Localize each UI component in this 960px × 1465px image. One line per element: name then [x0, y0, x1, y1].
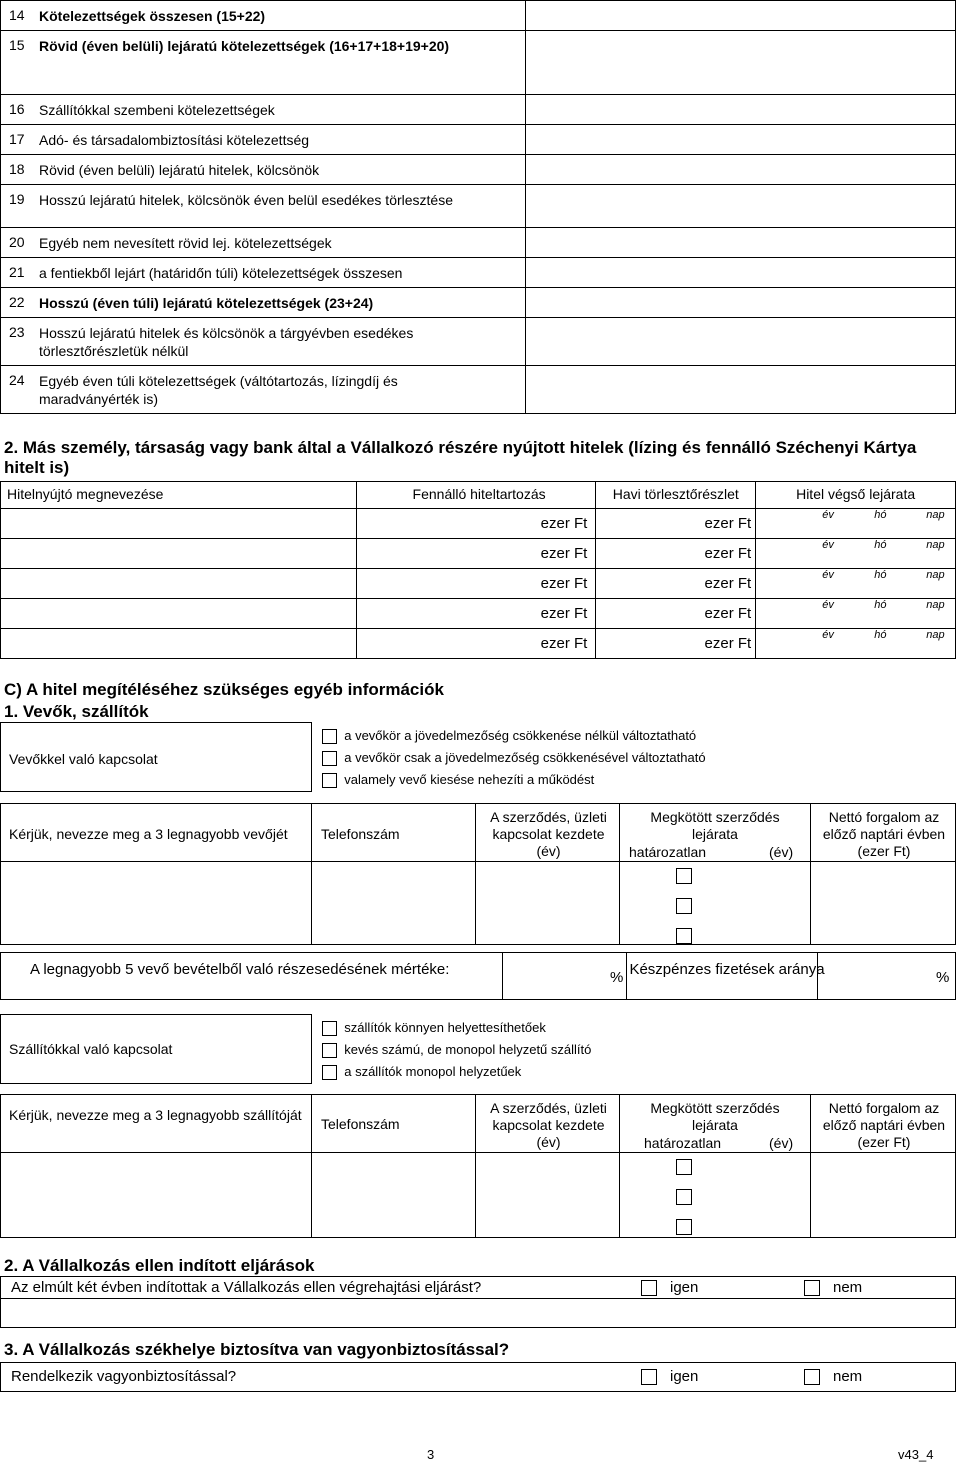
row-label: Rövid (éven belüli) lejáratú kötelezettségek (16+17+18+19+20)	[39, 38, 450, 54]
buyers-indefinite-label: határozatlan	[629, 844, 707, 860]
indefinite-checkbox[interactable]	[676, 928, 692, 944]
unit-label: ezer Ft	[704, 515, 752, 532]
insurance-question: Rendelkezik vagyonbiztosítással?	[11, 1368, 237, 1385]
row-number: 23	[9, 324, 25, 340]
row-label: Hosszú (éven túli) lejáratú kötelezettségek (23+24)	[39, 295, 374, 311]
installment-cell[interactable]	[596, 599, 756, 629]
unit-label: ezer Ft	[704, 545, 752, 562]
value-cell[interactable]	[525, 1, 955, 31]
suppliers-expiry-cell	[619, 1094, 811, 1153]
divider	[619, 1152, 620, 1238]
cash-label-cell	[626, 953, 825, 999]
table-row	[1, 31, 956, 95]
table-row	[1, 125, 956, 155]
year-label: év	[822, 539, 834, 551]
suppliers-top3-label: Kérjük, nevezze meg a 3 legnagyobb szállítóját	[9, 1107, 302, 1123]
outstanding-cell[interactable]	[356, 569, 596, 599]
indefinite-checkbox[interactable]	[676, 868, 692, 884]
loan-row	[1, 509, 956, 539]
section-c-sub1: 1. Vevők, szállítók	[4, 702, 149, 721]
month-label: hó	[874, 629, 887, 641]
outstanding-cell[interactable]	[356, 599, 596, 629]
loans-header-maturity: Hitel végső lejárata	[756, 482, 956, 509]
insurance-box	[0, 1362, 956, 1392]
cash-percent: %	[936, 969, 950, 986]
table-row	[1, 366, 956, 414]
table-row	[1, 155, 956, 185]
value-cell[interactable]	[525, 258, 955, 288]
month-label: hó	[874, 539, 887, 551]
day-label: nap	[926, 509, 945, 521]
maturity-cell[interactable]	[756, 569, 956, 599]
loans-header-outstanding: Fennálló hiteltartozás	[356, 482, 596, 509]
suppliers-options	[322, 1017, 591, 1083]
table-row	[1, 288, 956, 318]
row-number: 19	[9, 191, 25, 207]
divider	[475, 1152, 476, 1238]
indefinite-checkbox[interactable]	[676, 1159, 692, 1175]
row-number: 14	[9, 7, 25, 23]
lender-cell[interactable]	[1, 539, 357, 569]
installment-cell[interactable]	[596, 629, 756, 659]
value-cell[interactable]	[525, 366, 955, 414]
loans-header-lender: Hitelnyújtó megnevezése	[1, 482, 357, 509]
loan-row	[1, 599, 956, 629]
table-row	[1, 258, 956, 288]
row-number: 20	[9, 234, 25, 250]
row-number: 24	[9, 372, 25, 388]
divider	[810, 861, 811, 945]
insurance-title: 3. A Vállalkozás székhelye biztosítva van vagyonbiztosítással?	[4, 1340, 510, 1359]
day-label: nap	[926, 599, 945, 611]
day-label: nap	[926, 629, 945, 641]
loan-row	[1, 539, 956, 569]
row-label: Egyéb nem nevesített rövid lej. kötelezettségek	[39, 235, 332, 251]
row-number: 15	[9, 37, 25, 53]
unit-label: ezer Ft	[704, 635, 752, 652]
buyers-turnover-label: Nettó forgalom az előző naptári évben (ezer Ft)	[822, 809, 946, 859]
buyers-share-row	[0, 952, 956, 1000]
table-row	[1, 1, 956, 31]
table-row	[1, 318, 956, 366]
divider	[810, 1152, 811, 1238]
row-label-cell	[1, 31, 526, 95]
year-label: év	[822, 629, 834, 641]
suppliers-turnover-label: Nettó forgalom az előző naptári évben (ezer Ft)	[822, 1100, 946, 1150]
row-label: a fentiekből lejárt (határidőn túli) kötelezettségek összesen	[39, 265, 403, 281]
row-number: 22	[9, 294, 25, 310]
row-label: Szállítókkal szembeni kötelezettségek	[39, 102, 275, 118]
unit-label: ezer Ft	[540, 635, 588, 652]
divider	[1, 1298, 955, 1299]
row-label-cell	[1, 1, 526, 31]
proceedings-question: Az elmúlt két évben indítottak a Vállalkozás ellen végrehajtási eljárást?	[11, 1279, 482, 1296]
lender-cell[interactable]	[1, 569, 357, 599]
indefinite-checkbox[interactable]	[676, 1219, 692, 1235]
row-label-cell	[1, 258, 526, 288]
proceedings-no-label: nem	[833, 1279, 863, 1296]
buyers-relation-box	[0, 722, 312, 792]
buyers-option: a vevőkör a jövedelmezőség csökkenése nélkül változtatható	[322, 725, 706, 747]
checkbox[interactable]	[322, 751, 337, 766]
outstanding-cell[interactable]	[356, 539, 596, 569]
proceedings-yes-checkbox[interactable]	[641, 1280, 657, 1296]
indefinite-checkbox[interactable]	[676, 1189, 692, 1205]
divider	[311, 861, 312, 945]
loans-table	[0, 481, 956, 659]
row-number: 16	[9, 101, 25, 117]
year-label: év	[822, 599, 834, 611]
row-label-cell	[1, 318, 526, 366]
suppliers-expiry-label: Megkötött szerződés lejárata	[650, 1100, 780, 1133]
maturity-cell[interactable]	[756, 599, 956, 629]
row-label-cell	[1, 185, 526, 228]
buyers-options	[322, 725, 706, 791]
divider	[619, 861, 620, 945]
checkbox[interactable]	[322, 729, 337, 744]
month-label: hó	[874, 599, 887, 611]
buyers-option: valamely vevő kiesése nehezíti a működést	[322, 769, 706, 791]
row-label: Hosszú lejáratú hitelek, kölcsönök éven belül esedékes törlesztése	[39, 192, 454, 208]
suppliers-start-cell	[475, 1094, 620, 1153]
buyers-phone-cell	[311, 803, 476, 862]
installment-cell[interactable]	[596, 539, 756, 569]
value-cell[interactable]	[525, 288, 955, 318]
suppliers-year-label: (év)	[769, 1135, 794, 1151]
buyers-expiry-cell	[619, 803, 811, 862]
loan-row	[1, 629, 956, 659]
row-label-cell	[1, 366, 526, 414]
proceedings-yes-label: igen	[670, 1279, 699, 1296]
page-number: 3	[427, 1447, 435, 1462]
insurance-no-checkbox[interactable]	[804, 1369, 820, 1385]
insurance-yes-label: igen	[670, 1368, 699, 1385]
unit-label: ezer Ft	[704, 575, 752, 592]
suppliers-start-label: A szerződés, üzleti kapcsolat kezdete (év)	[490, 1100, 607, 1150]
row-number: 18	[9, 161, 25, 177]
buyers-top3-label: Kérjük, nevezze meg a 3 legnagyobb vevőjét	[9, 826, 288, 842]
insurance-no-label: nem	[833, 1368, 863, 1385]
row-label-cell	[1, 288, 526, 318]
divider	[311, 1152, 312, 1238]
cash-label: Készpénzes fizetések aránya	[629, 961, 825, 978]
proceedings-title: 2. A Vállalkozás ellen indított eljárások	[4, 1256, 315, 1275]
liabilities-table	[0, 0, 956, 414]
lender-cell[interactable]	[1, 599, 357, 629]
value-cell[interactable]	[525, 155, 955, 185]
suppliers-relation-label: Szállítókkal való kapcsolat	[9, 1041, 173, 1057]
suppliers-relation-box	[0, 1014, 312, 1084]
day-label: nap	[926, 569, 945, 581]
value-cell[interactable]	[525, 31, 955, 95]
suppliers-phone-label: Telefonszám	[321, 1116, 400, 1132]
buyers-start-cell	[475, 803, 620, 862]
table-row	[1, 185, 956, 228]
row-label: Kötelezettségek összesen (15+22)	[39, 8, 266, 24]
suppliers-option: a szállítók monopol helyzetűek	[322, 1061, 591, 1083]
maturity-cell[interactable]	[756, 539, 956, 569]
buyers-phone-label: Telefonszám	[321, 826, 400, 842]
value-cell[interactable]	[525, 185, 955, 228]
suppliers-phone-cell	[311, 1094, 476, 1153]
lender-cell[interactable]	[1, 509, 357, 539]
lender-cell[interactable]	[1, 629, 357, 659]
suppliers-option: szállítók könnyen helyettesíthetőek	[322, 1017, 591, 1039]
section-c-title: C) A hitel megítéléséhez szükséges egyéb információk	[4, 680, 444, 699]
unit-label: ezer Ft	[540, 515, 588, 532]
buyers-option: a vevőkör csak a jövedelmezőség csökkenésével változtatható	[322, 747, 706, 769]
buyers-expiry-label: Megkötött szerződés lejárata	[650, 809, 780, 842]
unit-label: ezer Ft	[540, 575, 588, 592]
row-label: Hosszú lejáratú hitelek és kölcsönök a tárgyévben esedékes törlesztőrészletük nélkül	[39, 325, 414, 359]
checkbox[interactable]	[322, 773, 337, 788]
value-cell[interactable]	[525, 125, 955, 155]
unit-label: ezer Ft	[704, 605, 752, 622]
installment-cell[interactable]	[596, 569, 756, 599]
row-number: 17	[9, 131, 25, 147]
row-label-cell	[1, 228, 526, 258]
loan-row	[1, 569, 956, 599]
divider	[475, 861, 476, 945]
insurance-yes-checkbox[interactable]	[641, 1369, 657, 1385]
suppliers-top3-label-cell	[0, 1094, 312, 1153]
value-cell[interactable]	[525, 95, 955, 125]
buyers-share-label: A legnagyobb 5 vevő bevételből való részesedésének mértéke:	[30, 961, 450, 978]
buyers-top3-label-cell	[0, 803, 312, 862]
suppliers-option: kevés számú, de monopol helyzetű szállító	[322, 1039, 591, 1061]
year-label: év	[822, 569, 834, 581]
year-label: év	[822, 509, 834, 521]
row-label-cell	[1, 125, 526, 155]
maturity-cell[interactable]	[756, 509, 956, 539]
maturity-cell[interactable]	[756, 629, 956, 659]
indefinite-checkbox[interactable]	[676, 898, 692, 914]
month-label: hó	[874, 509, 887, 521]
version-label: v43_4	[898, 1447, 934, 1462]
installment-cell[interactable]	[596, 509, 756, 539]
value-cell[interactable]	[525, 228, 955, 258]
row-label: Rövid (éven belüli) lejáratú hitelek, kölcsönök	[39, 162, 320, 178]
row-label: Egyéb éven túli kötelezettségek (váltótartozás, lízingdíj és maradványérték is)	[39, 373, 398, 407]
buyers-relation-label: Vevőkkel való kapcsolat	[9, 751, 158, 767]
row-label-cell	[1, 95, 526, 125]
month-label: hó	[874, 569, 887, 581]
suppliers-turnover-cell	[810, 1094, 956, 1153]
checkbox[interactable]	[322, 1021, 337, 1036]
checkbox[interactable]	[322, 1065, 337, 1080]
loans-title: 2. Más személy, társaság vagy bank által a Vállalkozó részére nyújtott hitelek (lízing és fennálló Széchenyi Kártya hitelt is)	[4, 438, 917, 477]
day-label: nap	[926, 539, 945, 551]
table-row	[1, 95, 956, 125]
row-number: 21	[9, 264, 25, 280]
proceedings-box	[0, 1276, 956, 1328]
outstanding-cell[interactable]	[356, 629, 596, 659]
proceedings-no-checkbox[interactable]	[804, 1280, 820, 1296]
row-label: Adó- és társadalombiztosítási kötelezettség	[39, 132, 310, 148]
row-label-cell	[1, 155, 526, 185]
value-cell[interactable]	[525, 318, 955, 366]
buyers-turnover-cell	[810, 803, 956, 862]
table-row	[1, 228, 956, 258]
divider	[0, 861, 956, 862]
checkbox[interactable]	[322, 1043, 337, 1058]
buyers-year-label: (év)	[769, 844, 794, 860]
suppliers-indefinite-label: határozatlan	[644, 1135, 722, 1151]
buyers-share-percent: %	[610, 969, 624, 986]
buyers-share-label-cell	[2, 953, 503, 999]
buyers-start-label: A szerződés, üzleti kapcsolat kezdete (év)	[490, 809, 607, 859]
unit-label: ezer Ft	[540, 545, 588, 562]
unit-label: ezer Ft	[540, 605, 588, 622]
outstanding-cell[interactable]	[356, 509, 596, 539]
loans-header-installment: Havi törlesztőrészlet	[596, 482, 756, 509]
